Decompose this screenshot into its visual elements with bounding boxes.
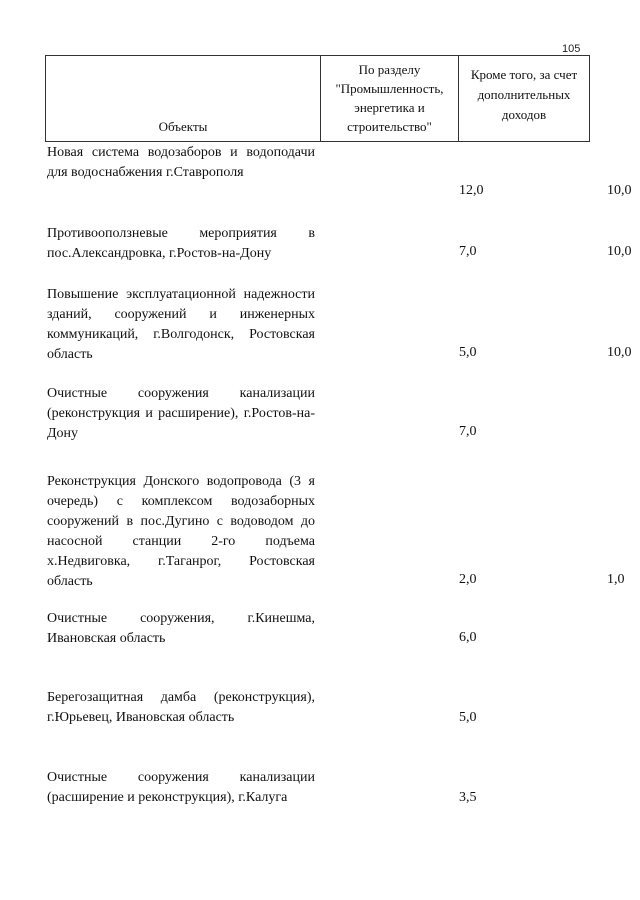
row-object-name: Очистные сооружения, г.Кинешма, Ивановская область bbox=[47, 611, 315, 646]
row-extra-value: 10,0 bbox=[607, 183, 632, 198]
row-section-value: 12,0 bbox=[459, 183, 484, 198]
row-section-value: 2,0 bbox=[459, 572, 477, 587]
row-object-name: Противооползневые мероприятия в пос.Александровка, г.Ростов-на-Дону bbox=[47, 226, 315, 261]
header-section bbox=[320, 56, 458, 141]
header-objects-label: Объекты bbox=[158, 119, 208, 134]
page-number: 105 bbox=[562, 43, 581, 55]
table-header bbox=[45, 55, 590, 142]
row-object-name: Очистные сооружения канализации (расширение и реконструкция), г.Калуга bbox=[47, 770, 315, 805]
row-section-value: 6,0 bbox=[459, 630, 477, 645]
header-extra-label: Кроме того, за счет дополнительных доходов bbox=[470, 67, 578, 122]
row-section-value: 7,0 bbox=[459, 424, 477, 439]
header-section-label: По разделу "Промышленность, энергетика и строительство" bbox=[335, 62, 444, 134]
row-section-value: 7,0 bbox=[459, 244, 477, 259]
header-objects bbox=[45, 56, 320, 141]
row-section-value: 5,0 bbox=[459, 345, 477, 360]
row-object-name: Берегозащитная дамба (реконструкция), г.Юрьевец, Ивановская область bbox=[47, 690, 315, 725]
row-object-name: Реконструкция Донского водопровода (3 я очередь) с комплексом водозаборных сооружений в пос.Дугино с водоводом до насосной станции 2-го подъема х.Недвиговка, г.Таганрог, Ростовская область bbox=[47, 474, 315, 589]
row-extra-value: 1,0 bbox=[607, 572, 625, 587]
row-object-name: Повышение эксплуатационной надежности зданий, сооружений и инженерных коммуникаций, г.Волгодонск, Ростовская область bbox=[47, 287, 315, 362]
row-extra-value: 10,0 bbox=[607, 244, 632, 259]
header-extra bbox=[458, 56, 590, 141]
row-extra-value: 10,0 bbox=[607, 345, 632, 360]
row-section-value: 3,5 bbox=[459, 790, 477, 805]
row-section-value: 5,0 bbox=[459, 710, 477, 725]
row-object-name: Новая система водозаборов и водоподачи для водоснабжения г.Ставрополя bbox=[47, 145, 315, 180]
row-object-name: Очистные сооружения канализации (реконструкция и расширение), г.Ростов-на-Дону bbox=[47, 386, 315, 441]
